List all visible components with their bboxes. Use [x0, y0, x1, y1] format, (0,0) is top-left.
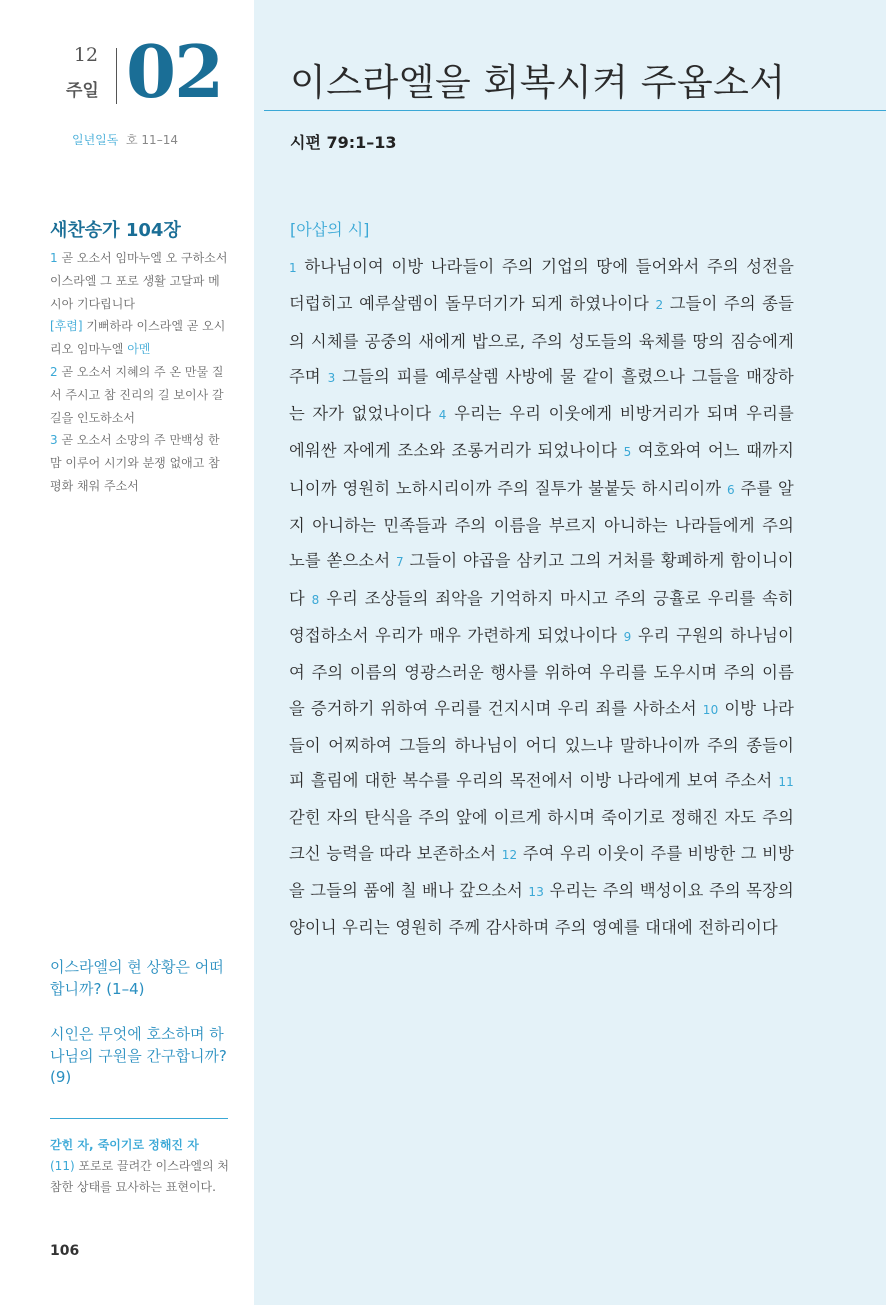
- verse-text: 우리는 우리 이웃에게 비방거리가 되며 우리를 에워싼 자에게 조소와 조롱거리가 되었나이다: [289, 404, 794, 461]
- verse-number: 10: [702, 702, 719, 717]
- page-number: 106: [50, 1243, 80, 1259]
- verse-text: 하나님이여 이방 나라들이 주의 기업의 땅에 들어와서 주의 성전을 더럽히고 예루살렘이 돌무더기가 되게 하였나이다: [289, 257, 794, 314]
- verse-text: 그들의 피를 예루살렘 사방에 물 같이 흘렸으나 그들을 매장하는 자가 없었나이다: [289, 366, 794, 424]
- note-text: 포로로 끌려간 이스라엘의 처참한 상태를 묘사하는 표현이다.: [50, 1159, 230, 1194]
- hymn-verse-text: 곧 오소서 소망의 주 만백성 한맘 이루어 시기와 분쟁 없애고 참 평화 채워 주소서: [50, 433, 220, 493]
- date-divider: [116, 48, 117, 104]
- note-reference: (11): [50, 1159, 75, 1173]
- study-question: 이스라엘의 현 상황은 어떠합니까? (1–4): [50, 958, 224, 998]
- scripture-reference: 시편 79:1–13: [290, 133, 397, 152]
- verse-number: 9: [623, 629, 632, 644]
- verse-number: 13: [528, 885, 545, 900]
- verse-number: 11: [778, 775, 794, 790]
- verse-text: 주여 우리 이웃이 주를 비방한 그 비방을 그들의 품에 칠 배나 갚으소서: [289, 843, 794, 901]
- psalm-text: [289, 249, 794, 946]
- hymn-chorus-label: [후렴]: [50, 319, 83, 334]
- hymn-amen: 아멘: [127, 342, 151, 357]
- verse-number: 2: [655, 298, 664, 313]
- verse-number: 4: [438, 408, 447, 423]
- page-title: 이스라엘을 회복시켜 주옵소서: [290, 61, 786, 104]
- verse-text: 그들이 주의 종들의 시체를 공중의 새에게 밥으로, 주의 성도들의 육체를 땅의 짐승에게 주며: [289, 294, 794, 386]
- verse-text: 여호와여 어느 때까지니이까 영원히 노하시리이까 주의 질투가 불붙듯 하시리이까: [289, 441, 794, 498]
- verse-text: 갇힌 자의 탄식을 주의 앞에 이르게 하시며 죽이기로 정해진 자도 주의 크신 능력을 따라 보존하소서: [289, 808, 794, 863]
- verse-text: 이방 나라들이 어찌하여 그들의 하나님이 어디 있느냐 말하나이까 주의 종들이 피 흘림에 대한 복수를 우리의 목전에서 이방 나라에게 보여 주소서: [289, 698, 794, 791]
- verse-number: 1: [289, 261, 297, 275]
- note-term: 갇힌 자, 죽이기로 정해진 자: [50, 1138, 199, 1152]
- hymn-verse-number: 2: [50, 364, 58, 379]
- date-day: 02: [126, 29, 223, 114]
- daily-reading: [72, 131, 178, 148]
- verse-text: 그들이 야곱을 삼키고 그의 거처를 황폐하게 함이니이다: [289, 551, 794, 608]
- hymn-lyrics: [50, 247, 230, 498]
- hymn-verse-number: 1: [50, 251, 58, 265]
- verse-text: 주를 알지 아니하는 민족들과 주의 이름을 부르지 아니하는 나라들에게 주의 노를 쏟으소서: [289, 478, 794, 571]
- verse-text: 우리는 주의 백성이요 주의 목장의 양이니 우리는 영원히 주께 감사하며 주의 영예를 대대에 전하리이다: [289, 881, 794, 938]
- hymn-verse-number: 3: [50, 433, 58, 448]
- hymn-chorus-text: 기뻐하라 이스라엘 곧 오시리오 임마누엘: [50, 319, 226, 357]
- verse-number: 5: [623, 445, 632, 460]
- study-question: 시인은 무엇에 호소하며 하나님의 구원을 간구합니까? (9): [50, 1025, 227, 1086]
- verse-number: 12: [501, 847, 518, 862]
- verse-number: 6: [726, 482, 735, 497]
- title-rule: [264, 110, 886, 111]
- hymn-verse-text: 곧 오소서 지혜의 주 온 만물 질서 주시고 참 진리의 길 보이사 갈 길을 인도하소서: [50, 364, 224, 425]
- psalm-heading: [아삽의 시]: [290, 220, 370, 239]
- hymn-title: 새찬송가 104장: [50, 220, 181, 241]
- week-label: 주일: [66, 81, 99, 101]
- verse-number: 8: [311, 592, 320, 607]
- verse-number: 3: [327, 370, 336, 385]
- verse-number: 7: [395, 555, 404, 570]
- hymn-verse-text: 곧 오소서 임마누엘 오 구하소서 이스라엘 그 포로 생활 고달파 메시아 기다립니다: [50, 251, 228, 311]
- date-month: 12: [73, 44, 99, 66]
- daily-reading-ref: 호 11–14: [126, 133, 178, 147]
- note-divider: [50, 1118, 228, 1119]
- verse-text: 우리 구원의 하나님이여 주의 이름의 영광스러운 행사를 위하여 우리를 도우시며 주의 이름을 증거하기 위하여 우리를 건지시며 우리 죄를 사하소서: [289, 625, 794, 718]
- verse-text: 우리 조상들의 죄악을 기억하지 마시고 주의 긍휼로 우리를 속히 영접하소서 우리가 매우 가련하게 되었나이다: [289, 588, 794, 645]
- term-note: [50, 1135, 230, 1198]
- daily-reading-label: 일년일독: [72, 133, 119, 147]
